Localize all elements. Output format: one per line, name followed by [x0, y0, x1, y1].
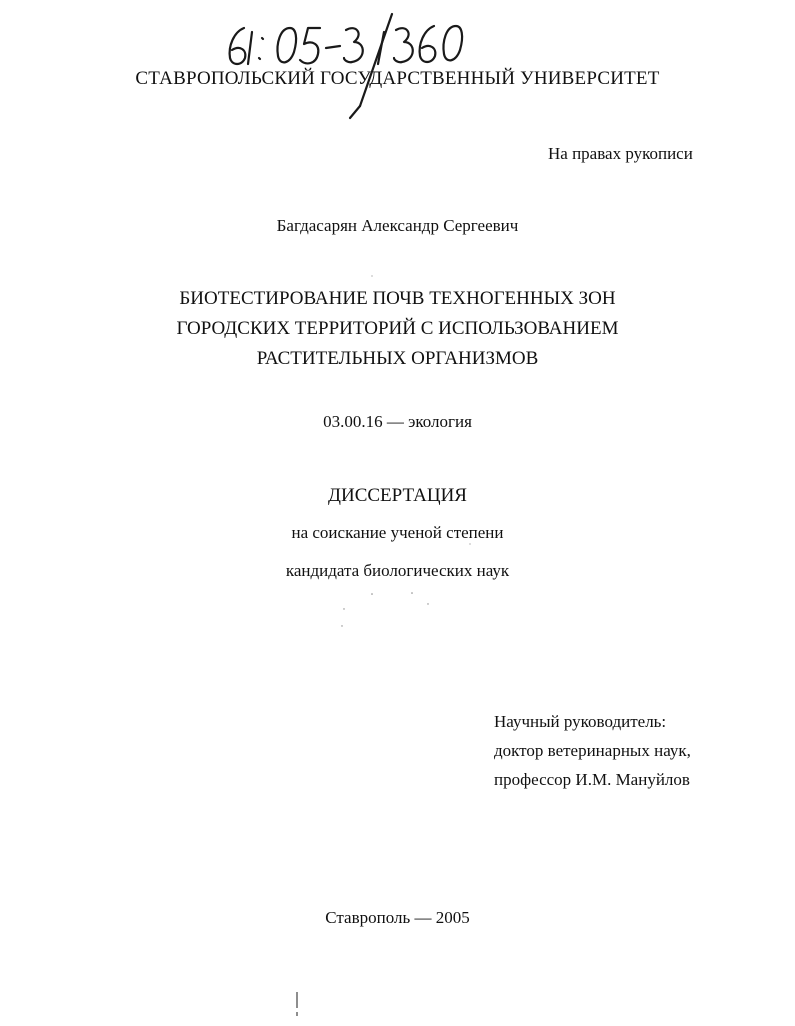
degree-line-2: кандидата биологических наук — [285, 561, 510, 580]
manuscript-rights-note: На правах рукописи — [548, 144, 693, 163]
degree-line-1: на соискание ученой степени — [291, 523, 504, 542]
supervisor-name: профессор И.М. Мануйлов — [494, 770, 690, 789]
supervisor-degree: доктор ветеринарных наук, — [494, 741, 691, 760]
title-line: ГОРОДСКИХ ТЕРРИТОРИЙ С ИСПОЛЬЗОВАНИЕМ — [176, 318, 619, 339]
specialty-code: 03.00.16 — экология — [323, 412, 472, 431]
author-name: Багдасарян Александр Сергеевич — [276, 216, 519, 235]
title-line: РАСТИТЕЛЬНЫХ ОРГАНИЗМОВ — [256, 348, 539, 369]
handwritten-archive-number — [222, 10, 472, 120]
university-name: СТАВРОПОЛЬСКИЙ ГОСУДАРСТВЕННЫЙ УНИВЕРСИТЕТ — [135, 68, 660, 89]
supervisor-label: Научный руководитель: — [494, 712, 667, 731]
city-and-year: Ставрополь — 2005 — [325, 908, 470, 927]
document-type: ДИССЕРТАЦИЯ — [328, 485, 467, 506]
supervisor-block — [494, 707, 691, 794]
title-line: БИОТЕСТИРОВАНИЕ ПОЧВ ТЕХНОГЕННЫХ ЗОН — [179, 288, 616, 309]
dissertation-title — [0, 284, 795, 374]
